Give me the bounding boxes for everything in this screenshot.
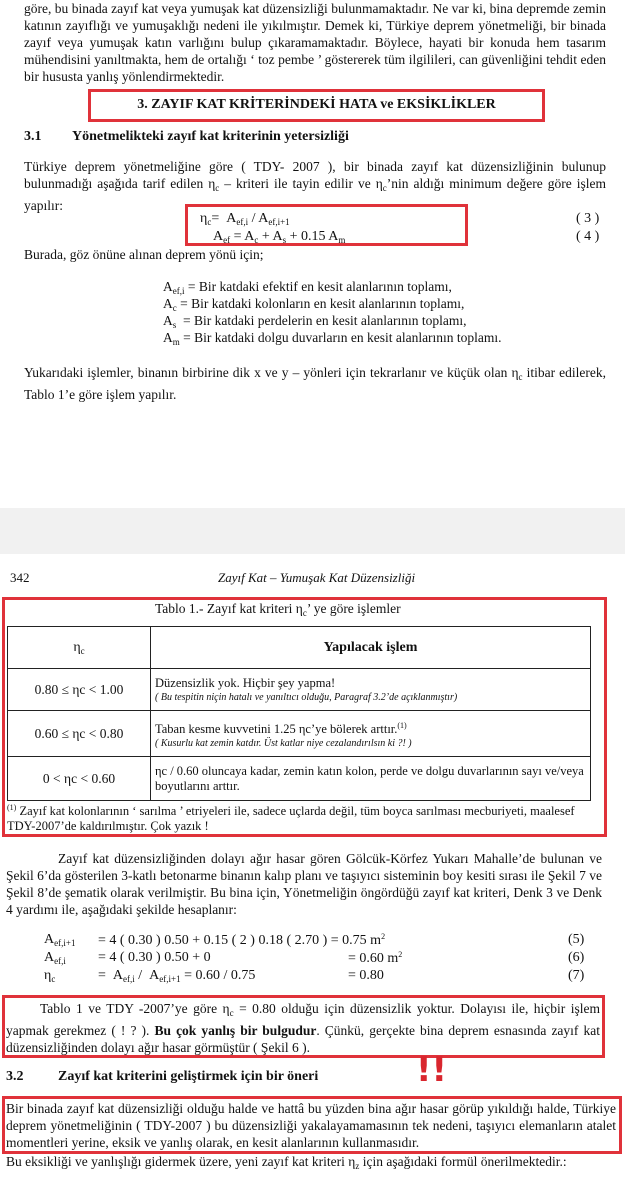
page-number: 342 (10, 570, 30, 585)
table-caption: Tablo 1.- Zayıf kat kriteri $\eta_c$’ ye göre işlemler (155, 601, 401, 618)
exclamation-marks: !! (416, 1050, 448, 1090)
proposal-paragraph: Bir binada zayıf kat düzensizliği olduğu halde ve hattâ bu yüzden bina ağır hasar görüp yıkıldığı halde, Türkiye deprem yönetmeliğinin ( TDY-2007 ) bu düzensizliği yakalayamamasının tek nedeni, taşıyıcı elemanların atalet momentleri yerine, eksik ve yanlış olarak, en kesit alanlarının kullanmasıdır. (6, 1101, 616, 1150)
row-note: ( Bu tespitin niçin hatalı ve yanıltıcı olduğu, Paragraf 3.2’de açıklanmıştır) (155, 691, 458, 703)
table-row (8, 669, 591, 711)
conclusion-paragraph: Tablo 1 ve TDY -2007’ye göre $\eta_c = 0.80$ olduğu için düzensizlik yoktur. Dolayısı ile, hiçbir işlem yapmak gerekmez ( ! ? ). Bu çok yanlış bir bulgudur. Çünkü, gerçekte bina deprem esnasında zayıf kat düzensizliğinden dolayı ağır hasar görmüştür ( Şekil 6 ). (6, 1001, 600, 1055)
row-range: 0 < ηc < 0.60 (8, 757, 151, 801)
table-row (8, 757, 591, 801)
equation-3-number: ( 3 ) (576, 211, 600, 226)
section-32-number: 3.2 (6, 1069, 24, 1084)
definition-ac: $A_c$ = Bir katdaki kolonların en kesit alanlarının toplamı, (163, 296, 465, 313)
row-range: 0.60 ≤ ηc < 0.80 (8, 711, 151, 757)
repeat-paragraph: Yukarıdaki işlemler, binanın birbirine dik x ve y – yönleri için tekrarlanır ve küçük olan $\eta_c$ itibar edilerek, Tablo 1’e göre işlem yapılır. (24, 365, 607, 402)
section-32-title: Zayıf kat kriterini geliştirmek için bir öneri (58, 1069, 319, 1084)
table-header-eta: $\eta_c$ (8, 627, 151, 669)
table-footnote: $^{(1)}$ Zayıf kat kolonlarının ‘ sarılma ’ etriyeleri ile, sadece uçlarda değil, tüm boyca sarılması mecburiyeti, maalesef TDY-2007’de kaldırılmıştır. Çok yazık ! (7, 803, 575, 833)
row-range: 0.80 ≤ ηc < 1.00 (8, 669, 151, 711)
burada-text: Burada, göz önüne alınan deprem yönü için; (24, 247, 264, 262)
page-gap (0, 508, 625, 554)
subsection-title: Yönetmelikteki zayıf kat kriterinin yetersizliği (72, 129, 349, 144)
equation-6-result: = 0.60 $m^2$ (348, 950, 403, 966)
equation-4: $A_{ef} = A_c + A_s + 0.15$ $A_m$ (213, 229, 346, 245)
subsection-number: 3.1 (24, 129, 42, 144)
row-note: ( Kusurlu kat zemin katdır. Üst katlar niye cezalandırılsın ki ?! ) (155, 737, 412, 749)
definition-am: $A_m$ = Bir katdaki dolgu duvarların en kesit alanlarının toplamı. (163, 330, 502, 347)
equation-5: = 4 ( 0.30 ) 0.50 + 0.15 ( 2 ) 0.18 ( 2.70 ) = 0.75 $m^2$ (98, 932, 386, 948)
intro-paragraph: göre, bu binada zayıf kat veya yumuşak kat düzensizliği bulunmamaktadır. Ne var ki, bina depremde zemin katının zayıflığı ve yumuşaklığı nedeni ile yıkılmıştır. Demek ki, Türkiye deprem yönetmeliği, bir binada zayıf veya yumuşak katın varlığını bulup çıkaramamaktadır. Böylece, hayati bir konuda hem tasarım mühendisini yanıltmakta, hem de ortalığı ‘ toz pembe ’ göstererek tüm ilgilileri, can güvenliğini tehdit eden bir hususta yanlış yönlendirmektedir. (24, 1, 606, 84)
criteria-table (7, 626, 591, 801)
equation-5-number: (5) (568, 932, 585, 947)
equation-7-result: = 0.80 (348, 968, 384, 983)
building-paragraph: Zayıf kat düzensizliğinden dolayı ağır hasar gören Gölcük-Körfez Yukarı Mahalle’de bulunan ve Şekil 6’da gösterilen 3-katlı betonarme binanın kalıp planı ve taşıyıcı sisteminin boy kesiti sırası ile Şekil 7 ve Şekil 8’de şematik olarak verilmiştir. Bu bina için, Yönetmeliğin öngördüğü zayıf kat kriteri, Denk 3 ve Denk 4 yardımı ile, aşağıdaki şekilde hesaplanır: (6, 851, 602, 917)
equation-6: = 4 ( 0.30 ) 0.50 + 0 (98, 950, 211, 965)
equation-7: = $A_{ef,i} / A_{ef,i+1} = 0.60 / 0.75$ (98, 968, 256, 984)
equation-3: $\eta_c= A_{ef,i} / A_{ef,i+1}$ (200, 211, 290, 227)
running-title: Zayıf Kat – Yumuşak Kat Düzensizliği (218, 570, 416, 585)
table-header-action: Yapılacak işlem (151, 627, 591, 669)
equation-7-lhs: $\eta_c$ (44, 968, 56, 984)
table-row (8, 711, 591, 757)
equation-6-lhs: $A_{ef,i}$ (44, 950, 66, 966)
row-action: ηc / 0.60 oluncaya kadar, zemin katın kolon, perde ve dolgu duvarlarının sayı ve/veya boyutlarını arttır. (151, 757, 591, 801)
row-action: Düzensizlik yok. Hiçbir şey yapma! (155, 675, 336, 690)
equation-4-number: ( 4 ) (576, 229, 600, 244)
section-heading: 3. ZAYIF KAT KRİTERİNDEKİ HATA ve EKSİKLİKLER (137, 97, 496, 112)
equation-5-lhs: $A_{ef,i+1}$ (44, 932, 76, 948)
equation-7-number: (7) (568, 968, 585, 983)
definition-aef: $A_{ef,i}$ = Bir katdaki efektif en kesit alanlarının toplamı, (163, 279, 452, 296)
definition-as: $A_s$ = Bir katdaki perdelerin en kesit alanlarının toplamı, (163, 313, 467, 330)
formula-intro-paragraph: Bu eksikliği ve yanlışlığı gidermek üzere, yeni zayıf kat kriteri $\eta_z$ için aşağıdaki formül önerilmektedir.: (6, 1154, 567, 1171)
equation-6-number: (6) (568, 950, 585, 965)
criteria-paragraph: Türkiye deprem yönetmeliğine göre ( TDY- 2007 ), bir binada zayıf kat düzensizliğinin bulunup bulunmadığı aşağıda tarif edilen $\eta_c$ – kriteri ile tayin edilir ve $\eta_c’nin$ aldığı minimum değere göre işlem yapılır: (24, 159, 607, 213)
row-action: Taban kesme kuvvetini 1.25 ηc’ye bölerek arttır.$^{(1)}$ (155, 720, 407, 736)
